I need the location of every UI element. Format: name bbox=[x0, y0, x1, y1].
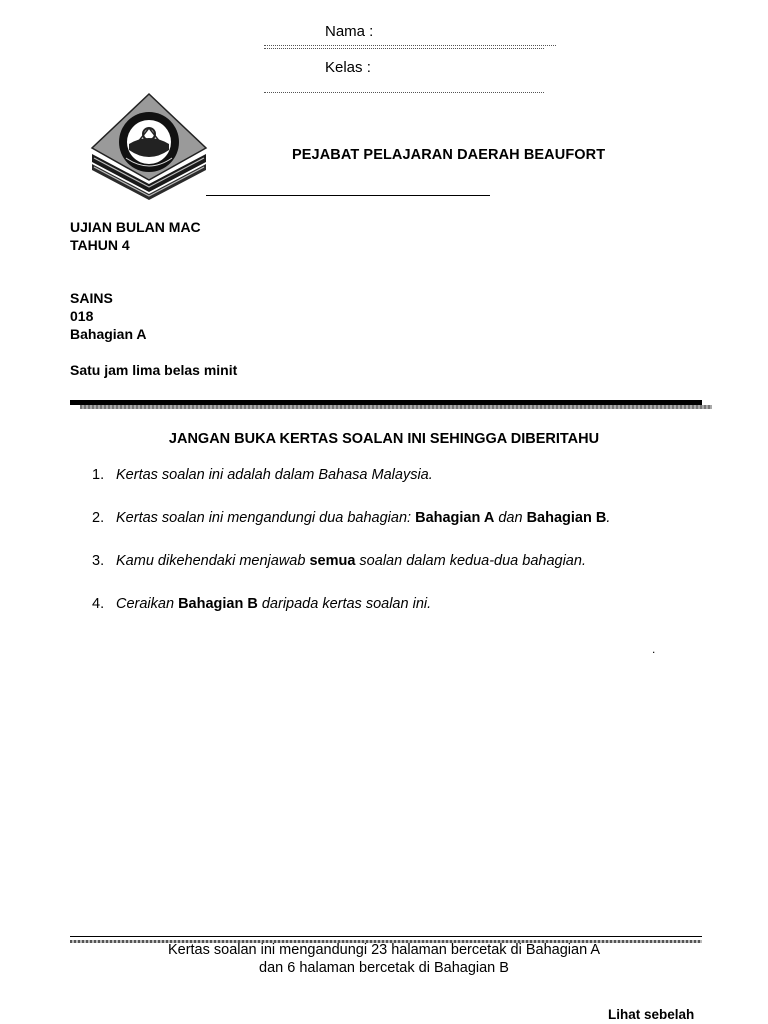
instruction-fragment: soalan dalam kedua-dua bahagian. bbox=[355, 553, 586, 569]
name-fill-line-2 bbox=[264, 48, 544, 49]
instruction-emphasis: Bahagian A bbox=[415, 510, 495, 526]
instruction-text bbox=[116, 466, 433, 509]
instruction-emphasis: semua bbox=[309, 553, 356, 569]
stray-mark: . bbox=[652, 642, 656, 656]
logo-graphic bbox=[88, 92, 210, 202]
footer-divider bbox=[70, 936, 702, 937]
class-fill-line bbox=[264, 92, 544, 93]
district-education-logo bbox=[88, 92, 210, 202]
instruction-fragment: dan bbox=[494, 510, 527, 526]
exam-code: 018 bbox=[70, 308, 94, 324]
exam-duration: Satu jam lima belas minit bbox=[70, 362, 238, 378]
instruction-emphasis: Bahagian B bbox=[178, 596, 258, 612]
instruction-text bbox=[116, 509, 610, 552]
header-divider bbox=[206, 195, 490, 196]
instruction-text bbox=[116, 552, 586, 595]
name-fill-line bbox=[264, 45, 556, 46]
instruction-emphasis: Bahagian B bbox=[526, 510, 607, 526]
instructions-title: JANGAN BUKA KERTAS SOALAN INI SEHINGGA DIBERITAHU bbox=[168, 431, 600, 447]
footer-page-count-line2: dan 6 halaman bercetak di Bahagian B bbox=[259, 960, 509, 976]
instruction-number: 3. bbox=[92, 553, 105, 569]
instruction-fragment: daripada kertas soalan ini. bbox=[257, 596, 432, 612]
instruction-fragment: Kamu dikehendaki menjawab bbox=[116, 553, 310, 569]
exam-section: Bahagian A bbox=[70, 326, 147, 342]
instruction-item bbox=[92, 595, 692, 638]
instruction-fragment: Kertas soalan ini adalah dalam Bahasa Malaysia. bbox=[116, 467, 433, 483]
instruction-item bbox=[92, 466, 692, 509]
exam-subject: SAINS bbox=[70, 290, 113, 306]
continue-note: Lihat sebelah bbox=[608, 1007, 695, 1022]
instruction-item bbox=[92, 509, 692, 552]
thick-divider bbox=[70, 400, 702, 405]
exam-year: TAHUN 4 bbox=[70, 237, 130, 253]
instruction-fragment: Ceraikan bbox=[116, 596, 179, 612]
thick-divider-shadow bbox=[80, 405, 712, 409]
organization-name: PEJABAT PELAJARAN DAERAH BEAUFORT bbox=[292, 147, 606, 163]
instruction-text bbox=[116, 595, 431, 638]
instruction-number: 4. bbox=[92, 596, 105, 612]
instructions-list bbox=[92, 466, 692, 638]
instruction-number: 1. bbox=[92, 467, 105, 483]
instruction-number: 2. bbox=[92, 510, 105, 526]
instruction-fragment: Kertas soalan ini mengandungi dua bahagian: bbox=[116, 510, 416, 526]
exam-title: UJIAN BULAN MAC bbox=[70, 219, 201, 235]
instruction-fragment: . bbox=[606, 510, 611, 526]
class-label: Kelas : bbox=[325, 59, 371, 76]
footer-page-count-line1: Kertas soalan ini mengandungi 23 halaman bercetak di Bahagian A bbox=[167, 942, 601, 958]
name-label: Nama : bbox=[325, 23, 374, 40]
instruction-item bbox=[92, 552, 692, 595]
